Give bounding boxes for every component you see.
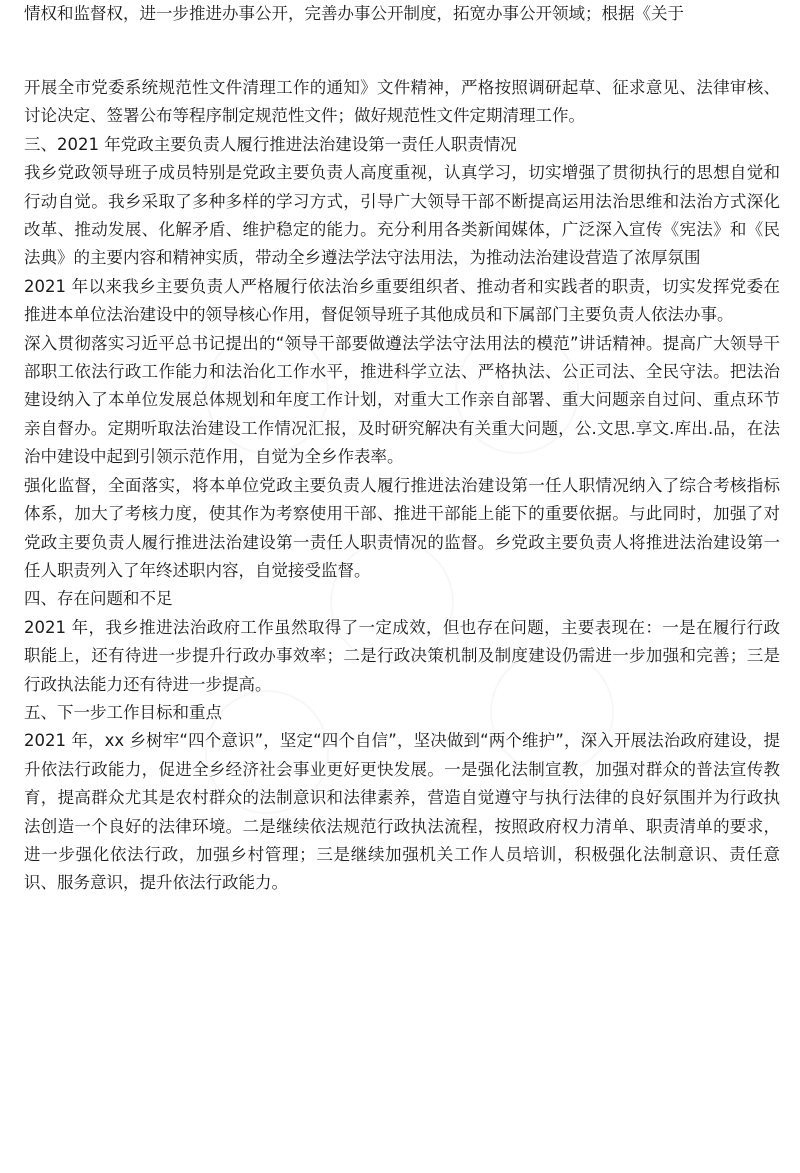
paragraph: 2021 年，xx 乡树牢“四个意识”，坚定“四个自信”，坚决做到“两个维护”，深入开展法治政府建设，提升依法行政能力，促进全乡经济社会事业更好更快发展。一是强化法制宣教，加强对群众的普法宣传教育，提高群众尤其是农村群众的法制意识和法律素养，营造自觉遵守与执行法律的良好氛围并为行政执法创造一个良好的法律环境。二是继续依法规范行政执法流程，按照政府权力清单、职责清单的要求，进一步强化依法行政，加强乡村管理；三是继续加强机关工作人员培训，积极强化法制意识、责任意识、服务意识，提升依法行政能力。 xyxy=(24,731,780,893)
paragraph: 强化监督，全面落实，将本单位党政主要负责人履行推进法治建设第一任人职情况纳入了综合考核指标体系，加大了考核力度，使其作为考察使用干部、推进干部能上能下的重要依据。与此同时，加强了对党政主要负责人履行推进法治建设第一责任人职责情况的监督。乡党政主要负责人将推进法治建设第一任人职责列入了年终述职内容，自觉接受监督。 xyxy=(24,475,780,580)
paragraph-continuation: 开展全市党委系统规范性文件清理工作的通知》文件精神，严格按照调研起草、征求意见、法律审核、讨论决定、签署公布等程序制定规范性文件；做好规范性文件定期清理工作。 xyxy=(24,78,780,126)
paragraph: 深入贯彻落实习近平总书记提出的“领导干部要做遵法学法守法用法的模范”讲话精神。提高广大领导干部职工依法行政工作能力和法治化工作水平，推进科学立法、严格执法、公正司法、全民守法。把法治建设纳入了本单位发展总体规划和年度工作计划，对重大工作亲自部署、重大问题亲自过问、重点环节亲自督办。定期听取法治建设工作情况汇报，及时研究解决有关重大问题，公.文思.享文.库出.品，在法治中建设中起到引领示范作用，自觉为全乡作表率。 xyxy=(24,333,780,467)
document-body xyxy=(24,74,780,898)
section-heading-5: 五、下一步工作目标和重点 xyxy=(24,702,222,722)
section-heading-3: 三、2021 年党政主要负责人履行推进法治建设第一责任人职责情况 xyxy=(24,134,517,154)
cut-off-line: 情权和监督权，进一步推进办事公开，完善办事公开制度，拓宽办事公开领域；根据《关于 xyxy=(24,4,684,23)
paragraph: 2021 年以来我乡主要负责人严格履行依法治乡重要组织者、推动者和实践者的职责，切实发挥党委在推进本单位法治建设中的领导核心作用，督促领导班子其他成员和下属部门主要负责人依法办事。 xyxy=(24,276,780,325)
paragraph: 我乡党政领导班子成员特别是党政主要负责人高度重视，认真学习，切实增强了贯彻执行的思想自觉和行动自觉。我乡采取了多种多样的学习方式，引导广大领导干部不断提高运用法治思维和法治方式深化改革、推动发展、化解矛盾、维护稳定的能力。充分利用各类新闻媒体，广泛深入宣传《宪法》和《民法典》的主要内容和精神实质，带动全乡遵法学法守法用法，为推动法治建设营造了浓厚氛围 xyxy=(24,163,780,268)
section-heading-4: 四、存在问题和不足 xyxy=(24,589,173,609)
paragraph: 2021 年，我乡推进法治政府工作虽然取得了一定成效，但也存在问题，主要表现在：一是在履行行政职能上，还有待进一步提升行政办事效率；二是行政决策机制及制度建设仍需进一步加强和完善；三是行政执法能力还有待进一步提高。 xyxy=(24,617,780,694)
